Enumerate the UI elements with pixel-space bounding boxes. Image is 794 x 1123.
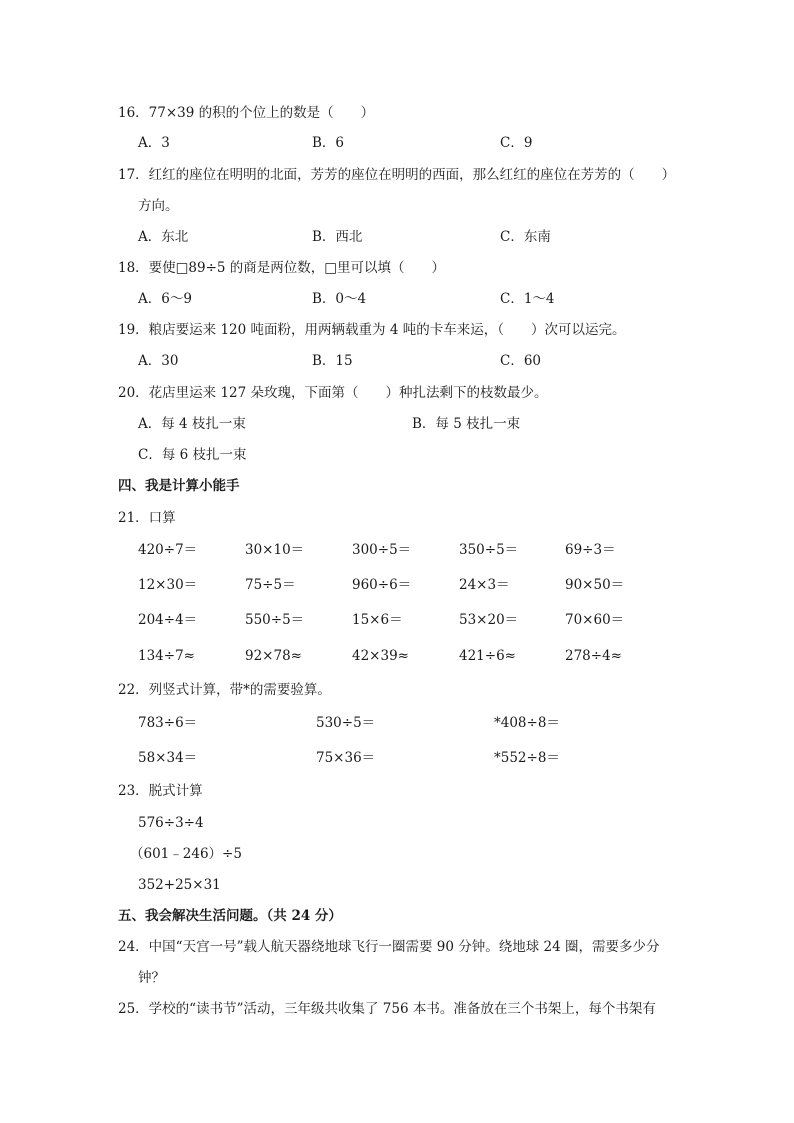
q21-item: 420÷7＝ <box>138 542 198 558</box>
q23-item: 576÷3÷4 <box>138 815 204 831</box>
q21-item: 278÷4≈ <box>565 648 622 664</box>
q21-item: 53×20＝ <box>459 612 519 628</box>
q21-item: 12×30＝ <box>138 577 198 593</box>
section-5-title: 五、我会解决生活问题。（共 24 分） <box>118 908 342 924</box>
question-25-stem: 25．学校的“读书节”活动，三年级共收集了 756 本书。准备放在三个书架上，每个书架有 <box>118 1001 656 1017</box>
q18-option-a: A．6～9 <box>138 291 192 307</box>
q21-item: 421÷6≈ <box>459 648 516 664</box>
q22-item: 58×34＝ <box>138 750 198 766</box>
question-17-stem-cont: 方向。 <box>138 198 179 214</box>
question-24-stem-cont: 钟？ <box>138 970 165 986</box>
q21-item: 300÷5＝ <box>352 542 412 558</box>
q20-option-a: A．每 4 枝扎一束 <box>138 416 246 432</box>
question-18-stem: 18．要使□89÷5 的商是两位数，□里可以填（ ） <box>118 260 446 276</box>
q21-item: 134÷7≈ <box>138 648 195 664</box>
q19-option-b: B．15 <box>312 353 353 369</box>
q21-item: 69÷3＝ <box>565 542 616 558</box>
q21-item: 960÷6＝ <box>352 577 412 593</box>
q21-item: 92×78≈ <box>245 648 302 664</box>
q23-item: （601﹣246）÷5 <box>130 846 242 862</box>
q23-item: 352+25×31 <box>138 877 221 893</box>
section-4-title: 四、我是计算小能手 <box>118 478 240 494</box>
q21-item: 350÷5＝ <box>459 542 519 558</box>
q16-option-b: B．6 <box>312 135 345 151</box>
q22-item: 530÷5＝ <box>316 715 376 731</box>
q21-item: 75÷5＝ <box>245 577 296 593</box>
q20-option-b: B．每 5 枝扎一束 <box>412 416 521 432</box>
q17-option-c: C．东南 <box>500 229 551 245</box>
question-21-stem: 21．口算 <box>118 510 176 526</box>
q22-item: *408÷8＝ <box>494 715 560 731</box>
q21-item: 42×39≈ <box>352 648 409 664</box>
q18-option-b: B．0～4 <box>312 291 367 307</box>
q21-item: 90×50＝ <box>565 577 625 593</box>
question-19-stem: 19．粮店要运来 120 吨面粉，用两辆载重为 4 吨的卡车来运，（ ）次可以运完。 <box>118 322 626 338</box>
q22-item: *552÷8＝ <box>494 750 560 766</box>
q21-item: 70×60＝ <box>565 612 625 628</box>
question-24-stem: 24．中国“天宫一号”载人航天器绕地球飞行一圈需要 90 分钟。绕地球 24 圈，需要多少分 <box>118 939 660 955</box>
q20-option-c: C．每 6 枝扎一束 <box>138 447 247 463</box>
question-16-stem: 16．77×39 的积的个位上的数是（ ） <box>118 105 375 121</box>
q16-option-c: C．9 <box>500 135 533 151</box>
question-23-stem: 23．脱式计算 <box>118 783 203 799</box>
q21-item: 24×3＝ <box>459 577 510 593</box>
q22-item: 783÷6＝ <box>138 715 198 731</box>
q16-option-a: A．3 <box>138 135 170 151</box>
q21-item: 204÷4＝ <box>138 612 198 628</box>
question-20-stem: 20．花店里运来 127 朵玫瑰，下面第（ ）种扎法剩下的枝数最少。 <box>118 385 548 401</box>
q18-option-c: C．1～4 <box>500 291 555 307</box>
q21-item: 15×6＝ <box>352 612 403 628</box>
q19-option-c: C．60 <box>500 353 542 369</box>
q21-item: 30×10＝ <box>245 542 305 558</box>
q21-item: 550÷5＝ <box>245 612 305 628</box>
q17-option-a: A．东北 <box>138 229 189 245</box>
question-22-stem: 22．列竖式计算，带*的需要验算。 <box>118 682 331 698</box>
q17-option-b: B．西北 <box>312 229 363 245</box>
q22-item: 75×36＝ <box>316 750 376 766</box>
q19-option-a: A．30 <box>138 353 179 369</box>
question-17-stem: 17．红红的座位在明明的北面，芳芳的座位在明明的西面，那么红红的座位在芳芳的（ ） <box>118 167 676 183</box>
